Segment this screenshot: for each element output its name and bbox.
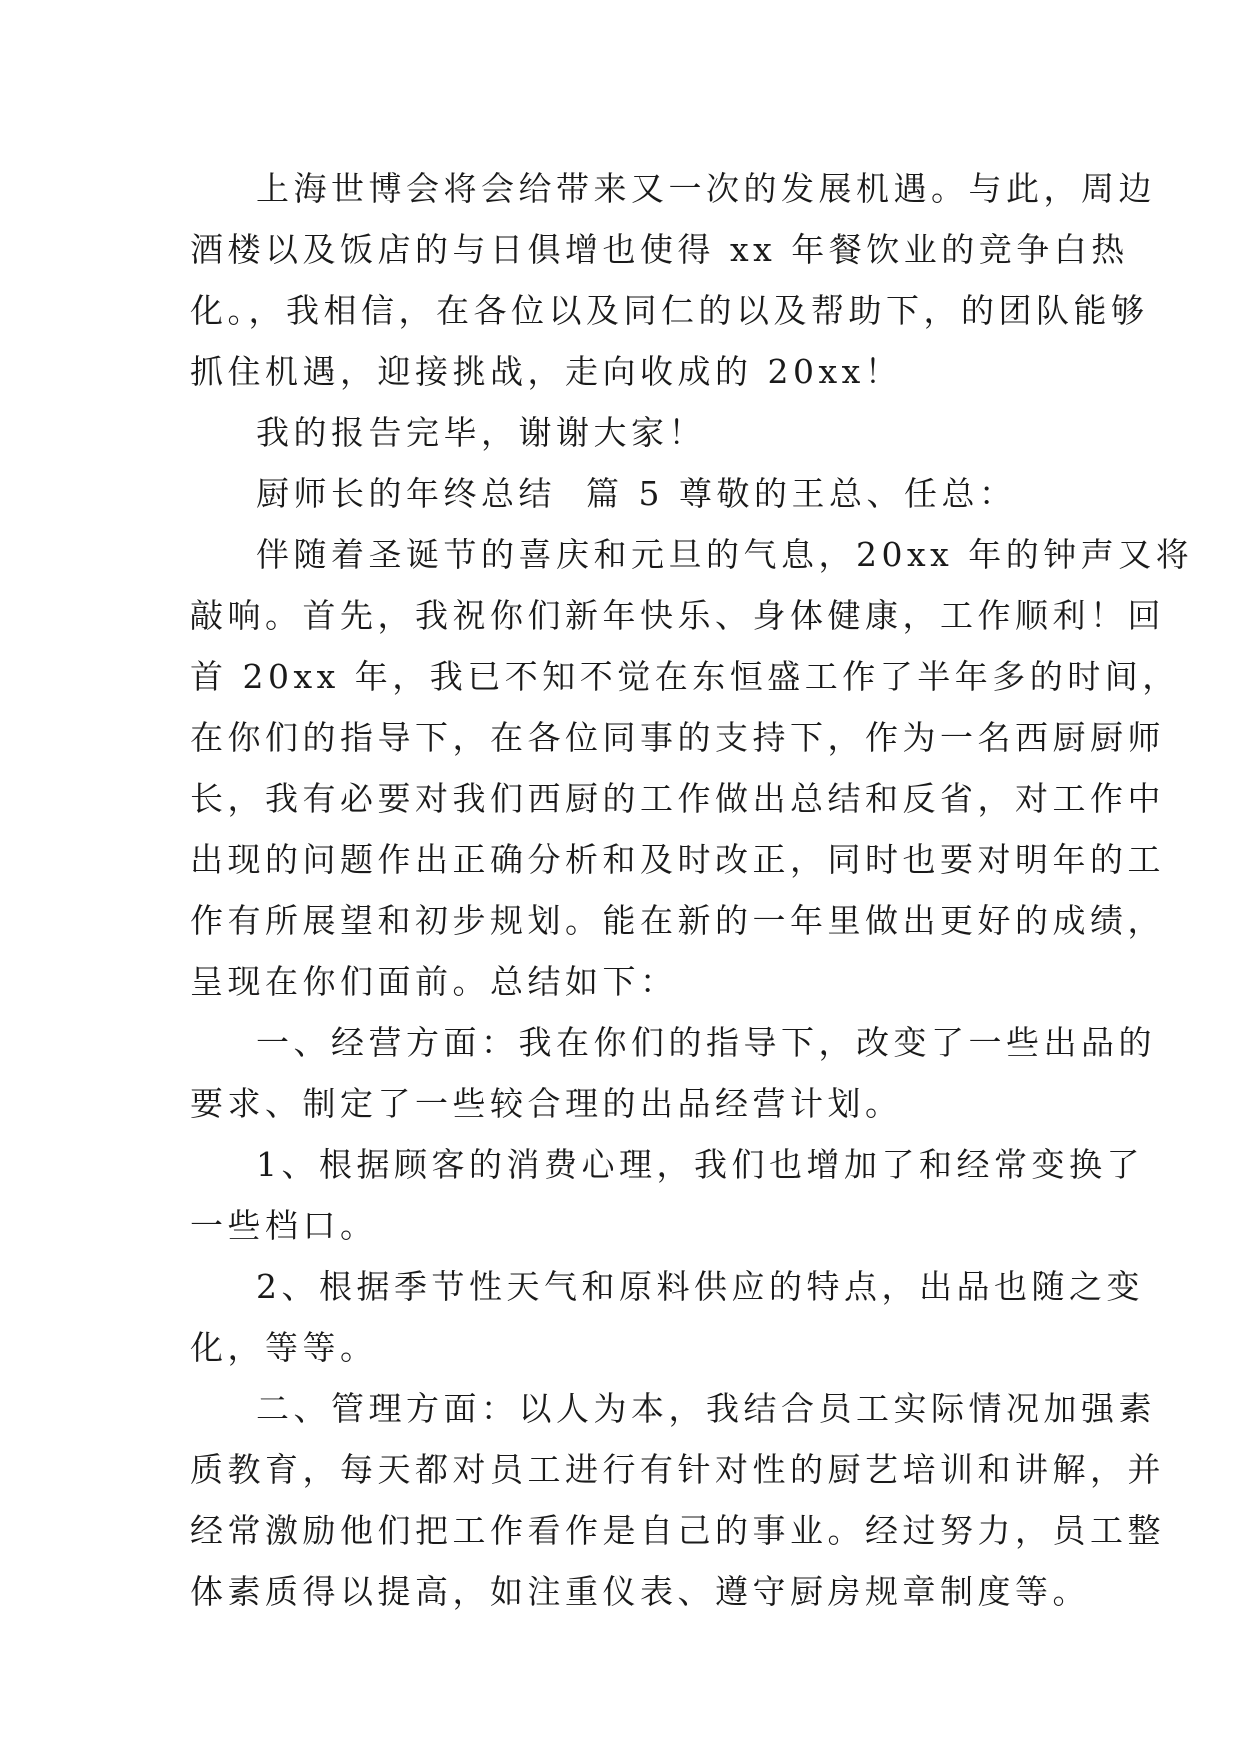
text-line: 抓住机遇，迎接挑战，走向收成的 20xx！: [190, 352, 903, 391]
text-line: 化，等等。: [190, 1328, 378, 1367]
text-line: 一些档口。: [190, 1206, 378, 1245]
text-line: 酒楼以及饭店的与日俱增也使得 xx 年餐饮业的竞争白热: [190, 230, 1129, 269]
text-line: 敲响。首先，我祝你们新年快乐、身体健康，工作顺利！回: [190, 596, 1165, 635]
text-line: 作有所展望和初步规划。能在新的一年里做出更好的成绩，: [190, 901, 1165, 940]
text-line: 呈现在你们面前。总结如下：: [190, 962, 678, 1001]
text-line: 2、根据季节性天气和原料供应的特点，出品也随之变: [256, 1267, 1144, 1306]
text-line: 伴随着圣诞节的喜庆和元旦的气息，20xx 年的钟声又将: [256, 535, 1194, 574]
text-line: 二、管理方面：以人为本，我结合员工实际情况加强素: [256, 1389, 1156, 1428]
text-line: 出现的问题作出正确分析和及时改正，同时也要对明年的工: [190, 840, 1165, 879]
text-line: 我的报告完毕，谢谢大家！: [256, 413, 706, 452]
text-line: 在你们的指导下，在各位同事的支持下，作为一名西厨厨师: [190, 718, 1165, 757]
text-line: 经常激励他们把工作看作是自己的事业。经过努力，员工整: [190, 1511, 1165, 1550]
text-line: 质教育，每天都对员工进行有针对性的厨艺培训和讲解，并: [190, 1450, 1165, 1489]
text-line: 化。，我相信，在各位以及同仁的以及帮助下，的团队能够: [190, 291, 1149, 330]
text-line: 1、根据顾客的消费心理，我们也增加了和经常变换了: [256, 1145, 1144, 1184]
section-heading: 厨师长的年终总结 篇 5 尊敬的王总、任总：: [256, 474, 1017, 513]
text-line: 一、经营方面：我在你们的指导下，改变了一些出品的: [256, 1023, 1156, 1062]
text-line: 要求、制定了一些较合理的出品经营计划。: [190, 1084, 903, 1123]
text-line: 上海世博会将会给带来又一次的发展机遇。与此，周边: [256, 169, 1156, 208]
text-line: 体素质得以提高，如注重仪表、遵守厨房规章制度等。: [190, 1572, 1090, 1611]
text-line: 长，我有必要对我们西厨的工作做出总结和反省，对工作中: [190, 779, 1165, 818]
document-body: [190, 158, 1194, 1622]
text-line: 首 20xx 年，我已不知不觉在东恒盛工作了半年多的时间，: [190, 657, 1180, 696]
